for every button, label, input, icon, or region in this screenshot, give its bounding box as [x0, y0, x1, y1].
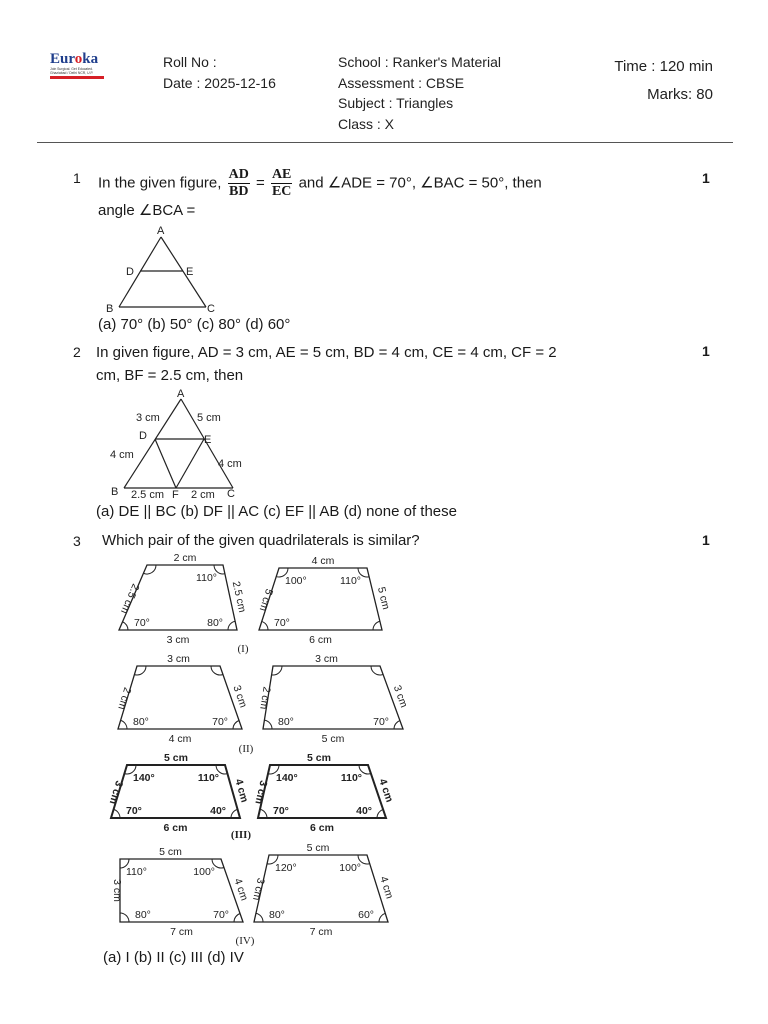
quad-4-right-angle-arc-bl — [256, 913, 263, 922]
quad-3-right-top-length: 5 cm — [307, 752, 331, 764]
time-limit: Time : 120 min — [614, 58, 713, 75]
quad-1-right-angle-arc-bl — [262, 621, 268, 630]
assessment: Assessment : CBSE — [338, 75, 465, 91]
quad-4-left-angle-tl: 110° — [126, 866, 147, 878]
quad-1-right-angle-tl: 100° — [285, 575, 307, 587]
quad-4-left-angle-arc-br — [234, 914, 240, 922]
quad-4-left-angle-arc-bl — [120, 913, 129, 922]
quad-2-left-right-length: 3 cm — [230, 683, 250, 710]
equals-sign: = — [256, 174, 265, 192]
logo-bar — [50, 76, 104, 79]
quad-2-left-angle-bl: 80° — [133, 716, 149, 728]
question-1-text-post: and ∠ADE = 70°, ∠BAC = 50°, then — [298, 174, 542, 192]
quad-3-right-bottom-length: 6 cm — [310, 822, 334, 834]
school-name: School : Ranker's Material — [338, 54, 501, 70]
vertex-e-label: E — [186, 266, 194, 278]
subject: Subject : Triangles — [338, 95, 454, 111]
quad-2-left-angle-arc-br — [233, 721, 239, 729]
quad-2-right-bottom-length: 5 cm — [321, 733, 345, 745]
quad-2-right-angle-arc-br — [394, 721, 400, 729]
quad-1-right-angle-bl: 70° — [274, 617, 290, 629]
quad-4-left-bottom-length: 7 cm — [170, 926, 193, 938]
quad-3-left-angle-arc-bl — [114, 809, 120, 818]
quad-2-right-angle-br: 70° — [373, 716, 389, 728]
quad-1-left-angle-tr: 110° — [196, 572, 217, 584]
question-3-number: 3 — [73, 533, 81, 549]
quad-2-left-left-length: 2 cm — [115, 685, 134, 711]
quad-4-left-left-length: 3 cm — [111, 879, 123, 902]
quad-4-right-angle-arc-br — [379, 913, 385, 922]
logo-tagline: Join Surgical. Get Educated. — [50, 67, 93, 71]
total-marks: Marks: 80 — [647, 86, 713, 103]
segment-df — [155, 439, 176, 488]
quad-3-right-angle-bl: 70° — [273, 805, 289, 817]
quad-4-right-right-length: 4 cm — [377, 874, 396, 901]
vertex-d-label: D — [126, 266, 134, 278]
quad-1-left-bottom-length: 3 cm — [166, 634, 190, 646]
quad-2-left-angle-br: 70° — [212, 716, 228, 728]
logo-wordmark: Euroka — [50, 51, 99, 67]
quad-1-left-angle-bl: 70° — [134, 617, 150, 629]
vertex-c-label: C — [227, 488, 235, 500]
question-2-figure — [104, 386, 254, 502]
quad-1-left-angle-br: 80° — [207, 617, 223, 629]
quad-3-right-angle-br: 40° — [356, 805, 372, 817]
vertex-a-label: A — [177, 388, 185, 400]
quad-4-right-angle-tl: 120° — [275, 862, 297, 874]
quad-2-left-top-length: 3 cm — [167, 653, 190, 665]
question-2-marks: 1 — [702, 343, 710, 359]
length-ad-label: 3 cm — [136, 412, 160, 424]
vertex-b-label: B — [111, 486, 119, 498]
quad-3-left-bottom-length: 6 cm — [163, 822, 188, 834]
quad-1-right-left-length: 5 cm — [256, 587, 276, 613]
quad-4-right-top-length: 5 cm — [306, 842, 330, 854]
vertex-e-label: E — [204, 434, 212, 446]
header-divider — [37, 142, 733, 143]
question-1-options: (a) 70° (b) 50° (c) 80° (d) 60° — [98, 316, 291, 333]
quad-1-left-right-length: 2.5 cm — [229, 580, 249, 614]
quad-1-left-left-length: 2.5 cm — [118, 581, 142, 616]
quad-1-left-angle-arc-br — [228, 621, 235, 630]
quad-3-left-angle-tl: 140° — [133, 772, 155, 784]
logo-tagline-2: Ghaziabad / Delhi NCR, U.P. — [50, 71, 94, 75]
quad-1-right-angle-tr: 110° — [340, 575, 361, 587]
quad-3-right-left-length: 3 cm — [252, 779, 270, 806]
length-bd-label: 4 cm — [110, 449, 134, 461]
question-1-marks: 1 — [702, 170, 710, 186]
quad-1-left-top-length: 2 cm — [173, 552, 197, 564]
quad-3-left-right-length: 4 cm — [232, 777, 251, 804]
quad-4-right-angle-br: 60° — [358, 909, 374, 921]
question-3-marks: 1 — [702, 532, 710, 548]
quad-1-right-bottom-length: 6 cm — [309, 634, 332, 646]
quad-3-right-angle-tr: 110° — [340, 772, 362, 784]
length-bf-label: 2.5 cm — [131, 489, 165, 501]
quad-4-left-angle-br: 70° — [213, 909, 229, 921]
quad-3-left-angle-br: 40° — [210, 805, 226, 817]
segment-ef — [176, 439, 204, 488]
vertex-f-label: F — [172, 489, 179, 501]
exam-date: Date : 2025-12-16 — [163, 75, 276, 91]
quad-3-right-right-length: 4 cm — [376, 777, 396, 804]
quad-2-right-top-length: 3 cm — [315, 653, 338, 665]
length-cf-label: 2 cm — [191, 489, 215, 501]
question-1-text-line2: angle ∠BCA = — [98, 202, 196, 219]
quad-4-left-top-length: 5 cm — [159, 846, 182, 858]
quad-3-left-left-length: 3 cm — [106, 779, 126, 806]
quad-pair-1-label: (I) — [237, 643, 249, 655]
question-3-text: Which pair of the given quadrilaterals is similar? — [102, 532, 420, 549]
quad-3-left-angle-bl: 70° — [126, 805, 142, 817]
quad-3-left-top-length: 5 cm — [164, 752, 188, 764]
quad-1-left-angle-arc-bl — [123, 622, 128, 630]
quad-4-right-angle-tr: 100° — [339, 862, 361, 874]
quad-3-left-angle-tr: 110° — [197, 772, 219, 784]
fraction-ad-bd: $\frac{AD}{BD}$ — [228, 167, 249, 199]
vertex-d-label: D — [139, 430, 147, 442]
quad-3-right-angle-arc-br — [377, 809, 383, 818]
class-label: Class : X — [338, 116, 395, 132]
question-1-text-pre: In the given figure, — [98, 174, 222, 192]
quad-2-right-angle-bl: 80° — [278, 716, 294, 728]
question-1-figure — [95, 222, 245, 318]
vertex-a-label: A — [157, 225, 165, 237]
quad-4-right-left-length: 3 cm — [250, 876, 267, 902]
vertex-b-label: B — [106, 303, 114, 315]
question-1-text — [98, 168, 542, 199]
quad-pair-2-label: (II) — [238, 743, 254, 755]
quad-4-left-angle-bl: 80° — [135, 909, 151, 921]
side-ac — [161, 237, 206, 307]
quad-2-right-angle-arc-bl — [264, 720, 272, 729]
quad-2-right-right-length: 3 cm — [390, 683, 410, 710]
quad-4-left-angle-tr: 100° — [193, 866, 215, 878]
question-3-figure — [95, 548, 425, 948]
vertex-c-label: C — [207, 303, 215, 315]
fraction-ae-ec: $\frac{AE}{EC}$ — [271, 167, 292, 199]
roll-no: Roll No : — [163, 54, 217, 70]
school-logo — [50, 52, 110, 86]
question-1-number: 1 — [73, 170, 81, 186]
question-2-text-line1: In given figure, AD = 3 cm, AE = 5 cm, BD = 4 cm, CE = 4 cm, CF = 2 — [96, 344, 557, 361]
quad-4-right-bottom-length: 7 cm — [309, 926, 333, 938]
quad-2-right-left-length: 2 cm — [257, 685, 273, 711]
quad-1-right-angle-arc-br — [373, 621, 380, 630]
question-2-options: (a) DE || BC (b) DF || AC (c) EF || AB (d) none of these — [96, 503, 457, 520]
quad-1-right-top-length: 4 cm — [311, 555, 335, 567]
quad-pair-3-label: (III) — [230, 829, 252, 841]
quad-2-left-bottom-length: 4 cm — [168, 733, 192, 745]
quad-1-right-right-length: 5 cm — [374, 585, 392, 611]
quad-2-left-angle-arc-bl — [121, 720, 127, 729]
length-ae-label: 5 cm — [197, 412, 221, 424]
quad-3-left-angle-arc-br — [231, 809, 238, 818]
question-3-options: (a) I (b) II (c) III (d) IV — [103, 949, 244, 966]
question-2-number: 2 — [73, 344, 81, 360]
quad-4-right-angle-bl: 80° — [269, 909, 285, 921]
question-2-text-line2: cm, BF = 2.5 cm, then — [96, 367, 244, 384]
quad-4-left-right-length: 4 cm — [231, 876, 251, 903]
length-ce-label: 4 cm — [218, 458, 242, 470]
quad-3-right-angle-arc-bl — [260, 809, 267, 818]
quad-pair-4-label: (IV) — [235, 935, 255, 947]
quad-3-right-angle-tl: 140° — [276, 772, 298, 784]
